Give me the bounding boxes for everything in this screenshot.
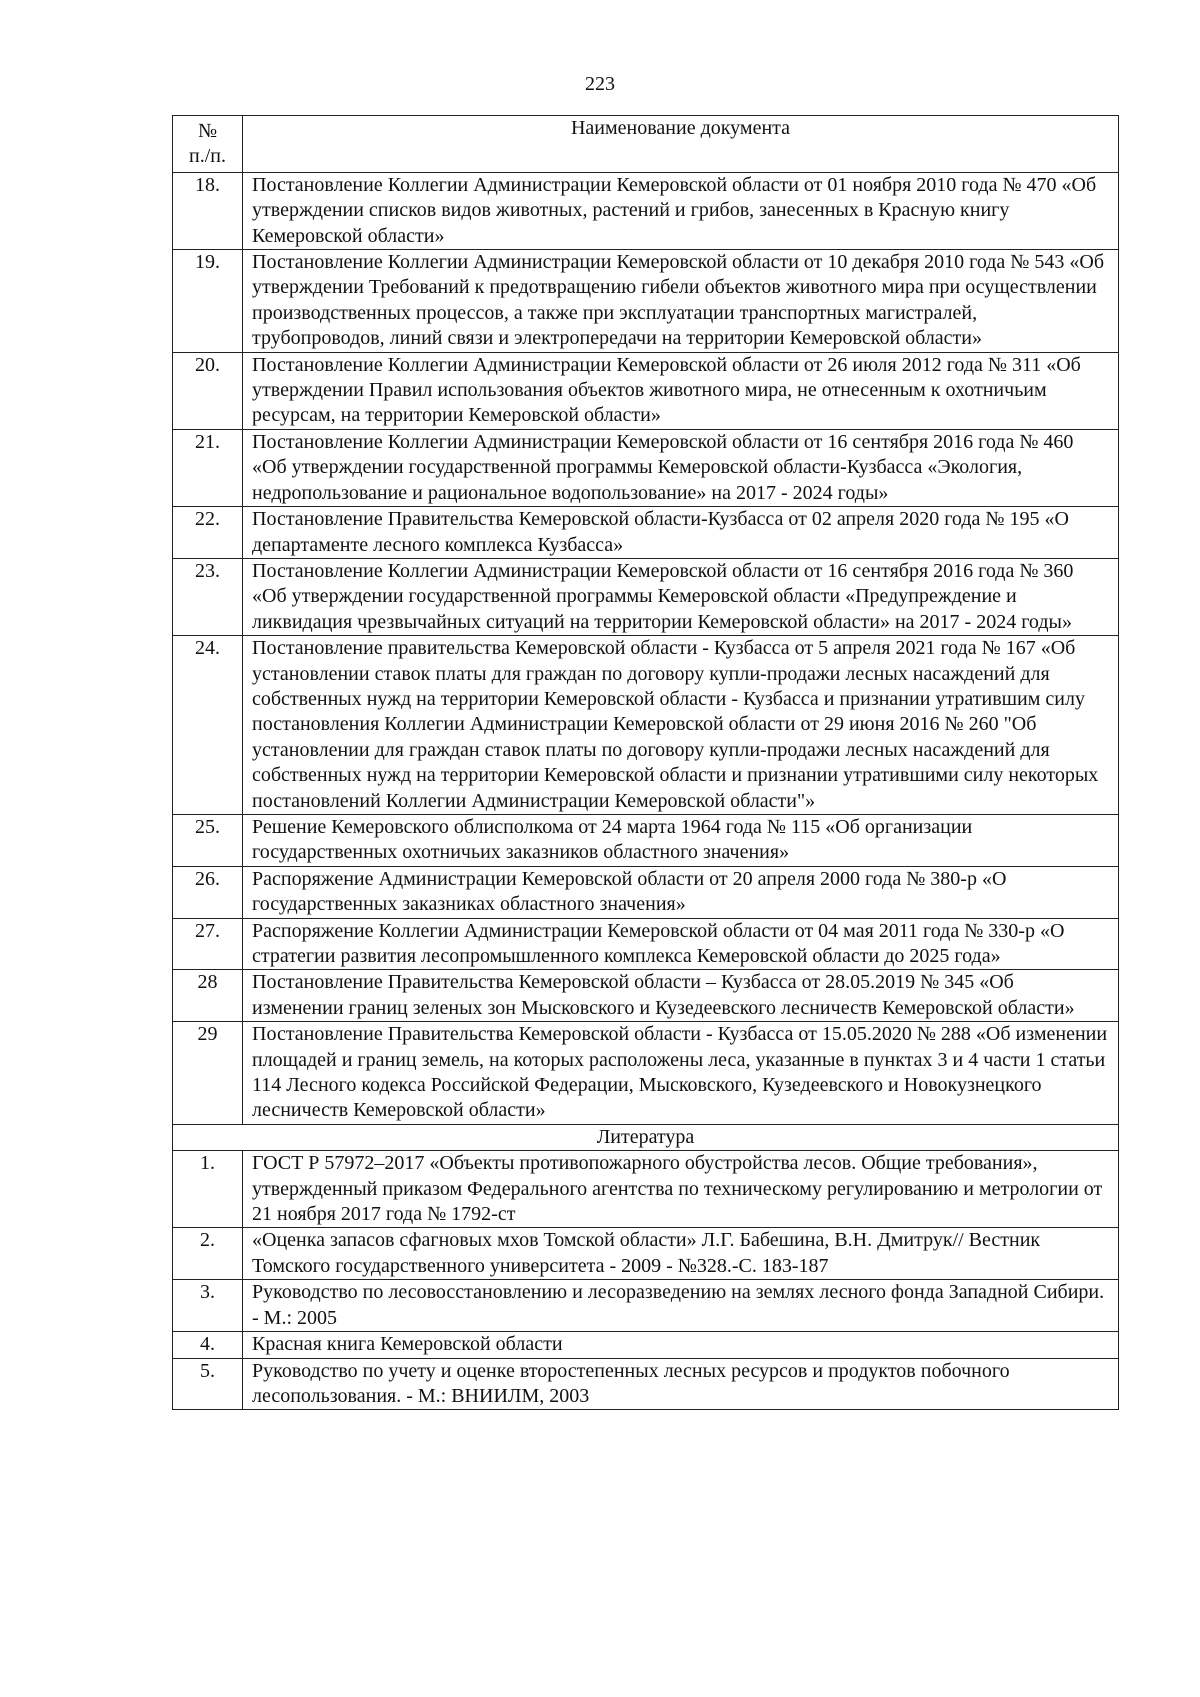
row-text: Руководство по лесовосстановлению и лесоразведению на землях лесного фонда Западной Сибири. - М.: 2005	[243, 1280, 1119, 1332]
document-row	[173, 636, 1119, 815]
literature-row	[173, 1151, 1119, 1228]
row-number: 2.	[173, 1228, 243, 1280]
row-number: 28	[173, 970, 243, 1022]
row-number: 20.	[173, 352, 243, 429]
row-text: Постановление Коллегии Администрации Кемеровской области от 01 ноября 2010 года № 470 «Об утверждении списков видов животных, растений и грибов, занесенных в Красную книгу Кемеровской области»	[243, 172, 1119, 249]
literature-section	[173, 1124, 1119, 1150]
row-text: Постановление Правительства Кемеровской области - Кузбасса от 15.05.2020 № 288 «Об изменении площадей и границ земель, на которых расположены леса, указанные в пунктах 3 и 4 части 1 статьи 114 Лесного кодекса Российской Федерации, Мысковского, Кузедеевского и Новокузнецкого лесничеств Кемеровской области»	[243, 1022, 1119, 1125]
row-number: 24.	[173, 636, 243, 815]
page-number: 223	[585, 73, 615, 95]
literature-heading: Литература	[173, 1124, 1119, 1150]
document-row	[173, 558, 1119, 635]
document-row	[173, 866, 1119, 918]
column-header-name: Наименование документа	[243, 116, 1119, 173]
row-text: Распоряжение Коллегии Администрации Кемеровской области от 04 мая 2011 года № 330-р «О стратегии развития лесопромышленного комплекса Кемеровской области до 2025 года»	[243, 918, 1119, 970]
row-number: 18.	[173, 172, 243, 249]
literature-row	[173, 1228, 1119, 1280]
literature-row	[173, 1332, 1119, 1358]
row-number: 3.	[173, 1280, 243, 1332]
document-row	[173, 507, 1119, 559]
column-header-number-abbr: п./п.	[189, 145, 226, 168]
row-number: 26.	[173, 866, 243, 918]
row-number: 22.	[173, 507, 243, 559]
column-header-number-symbol: №	[197, 120, 218, 142]
row-text: Руководство по учету и оценке второстепенных лесных ресурсов и продуктов побочного лесопользования. - М.: ВНИИЛМ, 2003	[243, 1358, 1119, 1410]
document-row	[173, 814, 1119, 866]
literature-body	[173, 1151, 1119, 1410]
row-text: Постановление Коллегии Администрации Кемеровской области от 16 сентября 2016 года № 360 «Об утверждении государственной программы Кемеровской области «Предупреждение и ликвидация чрезвычайных ситуаций на территории Кемеровской области» на 2017 - 2024 годы»	[243, 558, 1119, 635]
row-number: 5.	[173, 1358, 243, 1410]
row-text: Распоряжение Администрации Кемеровской области от 20 апреля 2000 года № 380-р «О государственных заказниках областного значения»	[243, 866, 1119, 918]
document-row	[173, 918, 1119, 970]
document-row	[173, 1022, 1119, 1125]
row-text: Постановление правительства Кемеровской области - Кузбасса от 5 апреля 2021 года № 167 «Об установлении ставок платы для граждан по договору купли-продажи лесных насаждений для собственных нужд на территории Кемеровской области - Кузбасса и признании утратившим силу постановления Коллегии Администрации Кемеровской области от 29 июня 2016 № 260 "Об установлении для граждан ставок платы по договору купли-продажи лесных насаждений для собственных нужд на территории Кемеровской области и признании утратившими силу некоторых постановлений Коллегии Администрации Кемеровской области"»	[243, 636, 1119, 815]
row-number: 23.	[173, 558, 243, 635]
document-row	[173, 970, 1119, 1022]
literature-row	[173, 1358, 1119, 1410]
document-row	[173, 429, 1119, 506]
row-text: Красная книга Кемеровской области	[243, 1332, 1119, 1358]
documents-table	[172, 115, 1119, 1410]
row-number: 29	[173, 1022, 243, 1125]
table-header-row	[173, 116, 1119, 173]
row-text: Постановление Правительства Кемеровской области – Кузбасса от 28.05.2019 № 345 «Об изменении границ зеленых зон Мысковского и Кузедеевского лесничеств Кемеровской области»	[243, 970, 1119, 1022]
row-text: Решение Кемеровского облисполкома от 24 марта 1964 года № 115 «Об организации государственных охотничьих заказников областного значения»	[243, 814, 1119, 866]
row-number: 25.	[173, 814, 243, 866]
document-row	[173, 250, 1119, 353]
row-number: 27.	[173, 918, 243, 970]
document-row	[173, 172, 1119, 249]
row-text: ГОСТ Р 57972–2017 «Объекты противопожарного обустройства лесов. Общие требования», утвержденный приказом Федерального агентства по техническому регулированию и метрологии от 21 ноября 2017 года № 1792-ст	[243, 1151, 1119, 1228]
document-row	[173, 352, 1119, 429]
row-number: 19.	[173, 250, 243, 353]
column-header-number	[173, 116, 243, 173]
row-text: Постановление Коллегии Администрации Кемеровской области от 16 сентября 2016 года № 460 «Об утверждении государственной программы Кемеровской области-Кузбасса «Экология, недропользование и рациональное водопользование» на 2017 - 2024 годы»	[243, 429, 1119, 506]
row-text: Постановление Коллегии Администрации Кемеровской области от 26 июля 2012 года № 311 «Об утверждении Правил использования объектов животного мира, не отнесенным к охотничьим ресурсам, на территории Кемеровской области»	[243, 352, 1119, 429]
literature-heading-row	[173, 1124, 1119, 1150]
row-text: Постановление Коллегии Администрации Кемеровской области от 10 декабря 2010 года № 543 «Об утверждении Требований к предотвращению гибели объектов животного мира при осуществлении производственных процессов, а также при эксплуатации транспортных магистралей, трубопроводов, линий связи и электропередачи на территории Кемеровской области»	[243, 250, 1119, 353]
row-number: 1.	[173, 1151, 243, 1228]
row-number: 4.	[173, 1332, 243, 1358]
row-text: Постановление Правительства Кемеровской области-Кузбасса от 02 апреля 2020 года № 195 «О департаменте лесного комплекса Кузбасса»	[243, 507, 1119, 559]
row-number: 21.	[173, 429, 243, 506]
literature-row	[173, 1280, 1119, 1332]
documents-body	[173, 172, 1119, 1124]
row-text: «Оценка запасов сфагновых мхов Томской области» Л.Г. Бабешина, В.Н. Дмитрук// Вестник Томского государственного университета - 2009 - №328.-С. 183-187	[243, 1228, 1119, 1280]
